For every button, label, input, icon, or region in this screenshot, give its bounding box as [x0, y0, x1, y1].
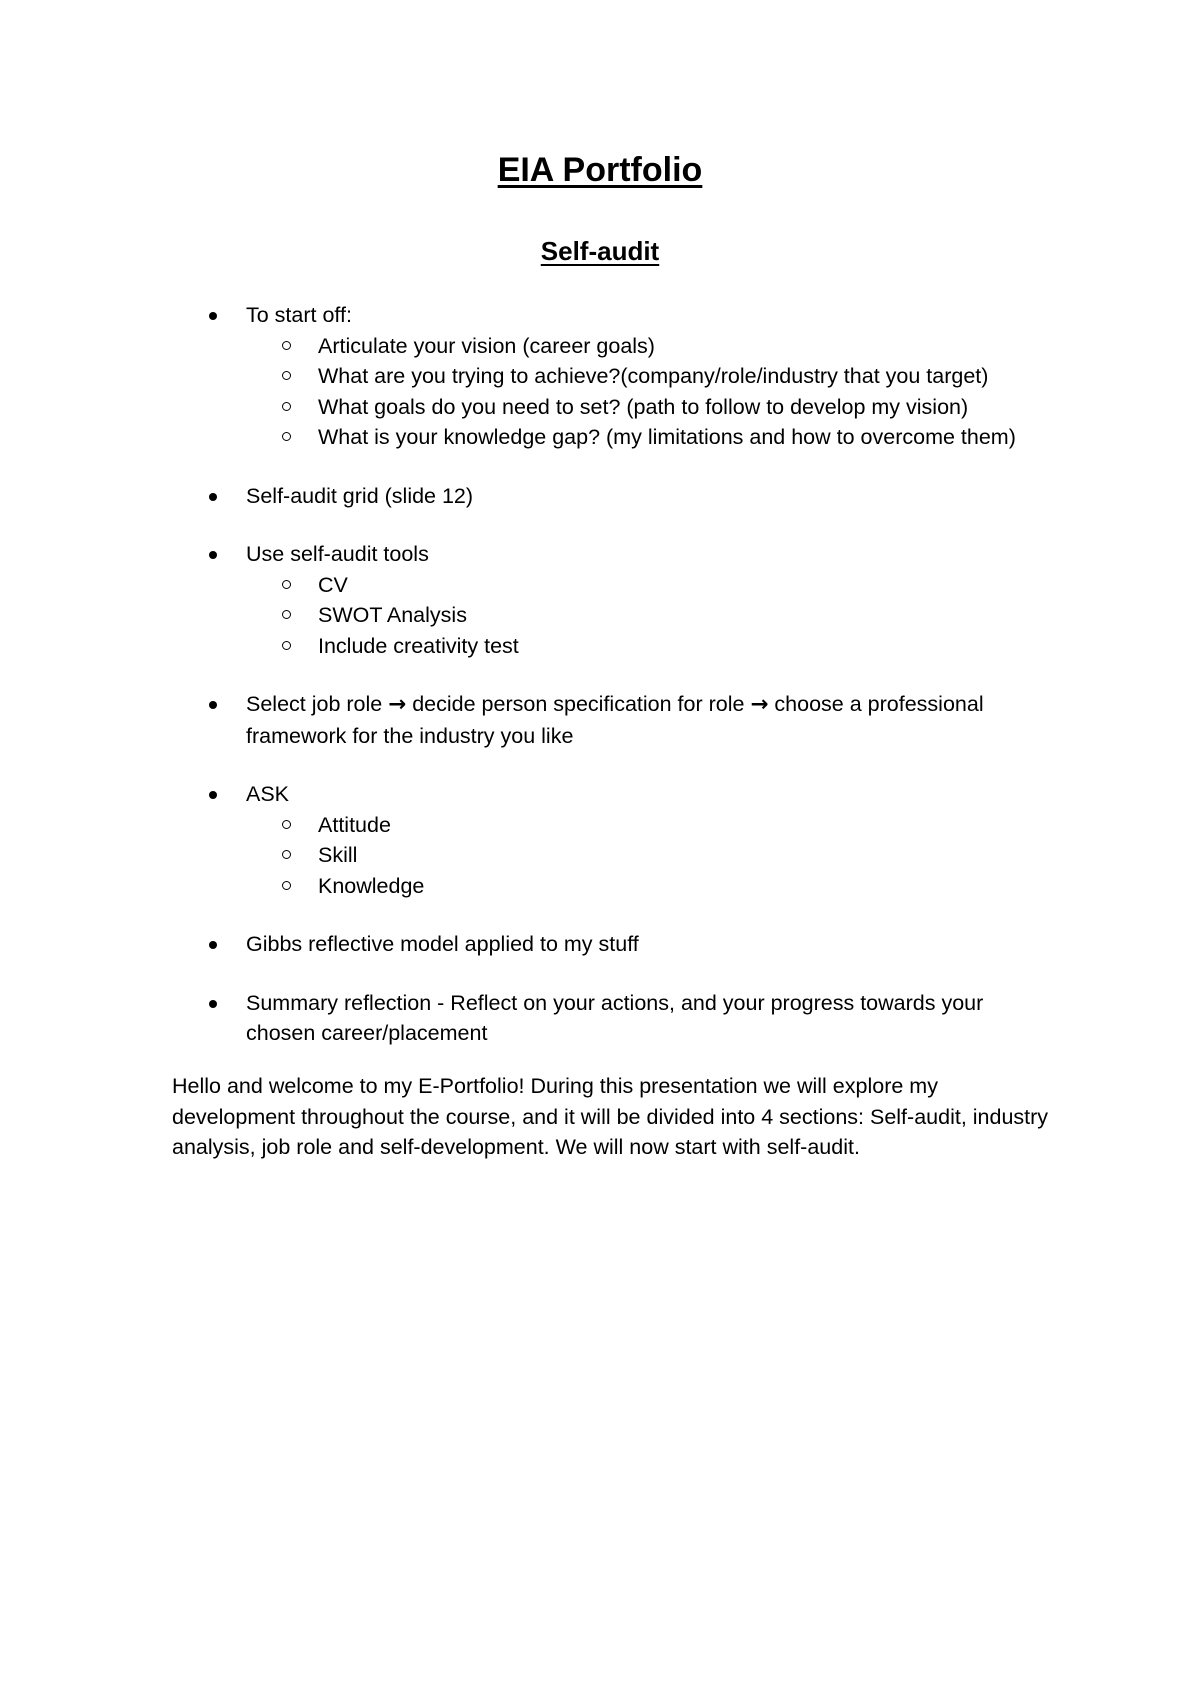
sub-item — [246, 810, 1052, 841]
sub-item — [246, 600, 1052, 631]
bullet-text-part: decide person specification for role — [406, 692, 751, 716]
circle-bullet-icon — [282, 432, 291, 441]
sub-list — [246, 331, 1052, 453]
bullet-dot-icon — [209, 1000, 217, 1008]
bullet-list-container — [172, 300, 1052, 1077]
circle-bullet-icon — [282, 371, 291, 380]
bullet-text: ASK — [246, 782, 290, 806]
bullet-dot-icon — [209, 551, 217, 559]
bullet-item-self-audit-tools — [172, 539, 1052, 661]
arrow-right-icon: → — [388, 692, 407, 717]
bullet-list — [172, 300, 1052, 1049]
circle-bullet-icon — [282, 820, 291, 829]
intro-paragraph: Hello and welcome to my E-Portfolio! During this presentation we will explore my development throughout the course, and it will be divided into 4 sections: Self-audit, industry analysis, job role and self-development. We will now start with self-audit. — [172, 1074, 1049, 1159]
sub-item-text: Include creativity test — [318, 633, 519, 658]
sub-item-text: CV — [318, 572, 348, 597]
bullet-text: Gibbs reflective model applied to my stuff — [246, 932, 639, 956]
bullet-item-select-job-role — [172, 689, 1052, 751]
bullet-dot-icon — [209, 941, 217, 949]
circle-bullet-icon — [282, 341, 291, 350]
sub-item — [246, 570, 1052, 601]
sub-item-text: SWOT Analysis — [318, 603, 467, 627]
sub-item-text: What are you trying to achieve?(company/role/industry that you target) — [318, 364, 989, 388]
bullet-item-summary — [172, 988, 1052, 1049]
sub-item-text: Articulate your vision (career goals) — [318, 333, 655, 358]
bullet-text: Summary reflection - Reflect on your actions, and your progress towards your chosen career/placement — [246, 990, 984, 1045]
sub-item — [246, 871, 1052, 902]
sub-list — [246, 570, 1052, 662]
bullet-dot-icon — [209, 791, 217, 799]
sub-item-text: Knowledge — [318, 873, 425, 898]
sub-item — [246, 422, 1052, 453]
circle-bullet-icon — [282, 402, 291, 411]
sub-item-text: Attitude — [318, 812, 391, 837]
sub-item — [246, 392, 1052, 423]
bullet-item-ask — [172, 779, 1052, 901]
section-heading: Self-audit — [540, 236, 660, 266]
arrow-right-icon: → — [750, 692, 769, 717]
circle-bullet-icon — [282, 641, 291, 650]
bullet-dot-icon — [209, 312, 217, 320]
sub-item — [246, 331, 1052, 362]
sub-item-text: What is your knowledge gap? (my limitations and how to overcome them) — [318, 425, 1016, 449]
sub-item-text: What goals do you need to set? (path to follow to develop my vision) — [318, 394, 969, 419]
circle-bullet-icon — [282, 580, 291, 589]
bullet-text: To start off: — [246, 303, 352, 327]
sub-item — [246, 361, 1052, 392]
bullet-dot-icon — [209, 701, 217, 709]
bullet-text: Use self-audit tools — [246, 542, 429, 566]
circle-bullet-icon — [282, 610, 291, 619]
bullet-text-part: Select job role — [246, 692, 389, 716]
sub-item — [246, 840, 1052, 871]
sub-item — [246, 631, 1052, 662]
bullet-item-gibbs — [172, 929, 1052, 960]
circle-bullet-icon — [282, 850, 291, 859]
bullet-item-self-audit-grid — [172, 481, 1052, 512]
sub-item-text: Skill — [318, 843, 358, 867]
circle-bullet-icon — [282, 881, 291, 890]
sub-list — [246, 810, 1052, 902]
bullet-text-part: choose a professional framework for the industry you like — [246, 692, 984, 748]
bullet-item-start-off — [172, 300, 1052, 453]
page-title: EIA Portfolio — [497, 151, 703, 189]
bullet-dot-icon — [209, 493, 217, 501]
bullet-text: Self-audit grid (slide 12) — [246, 483, 474, 508]
